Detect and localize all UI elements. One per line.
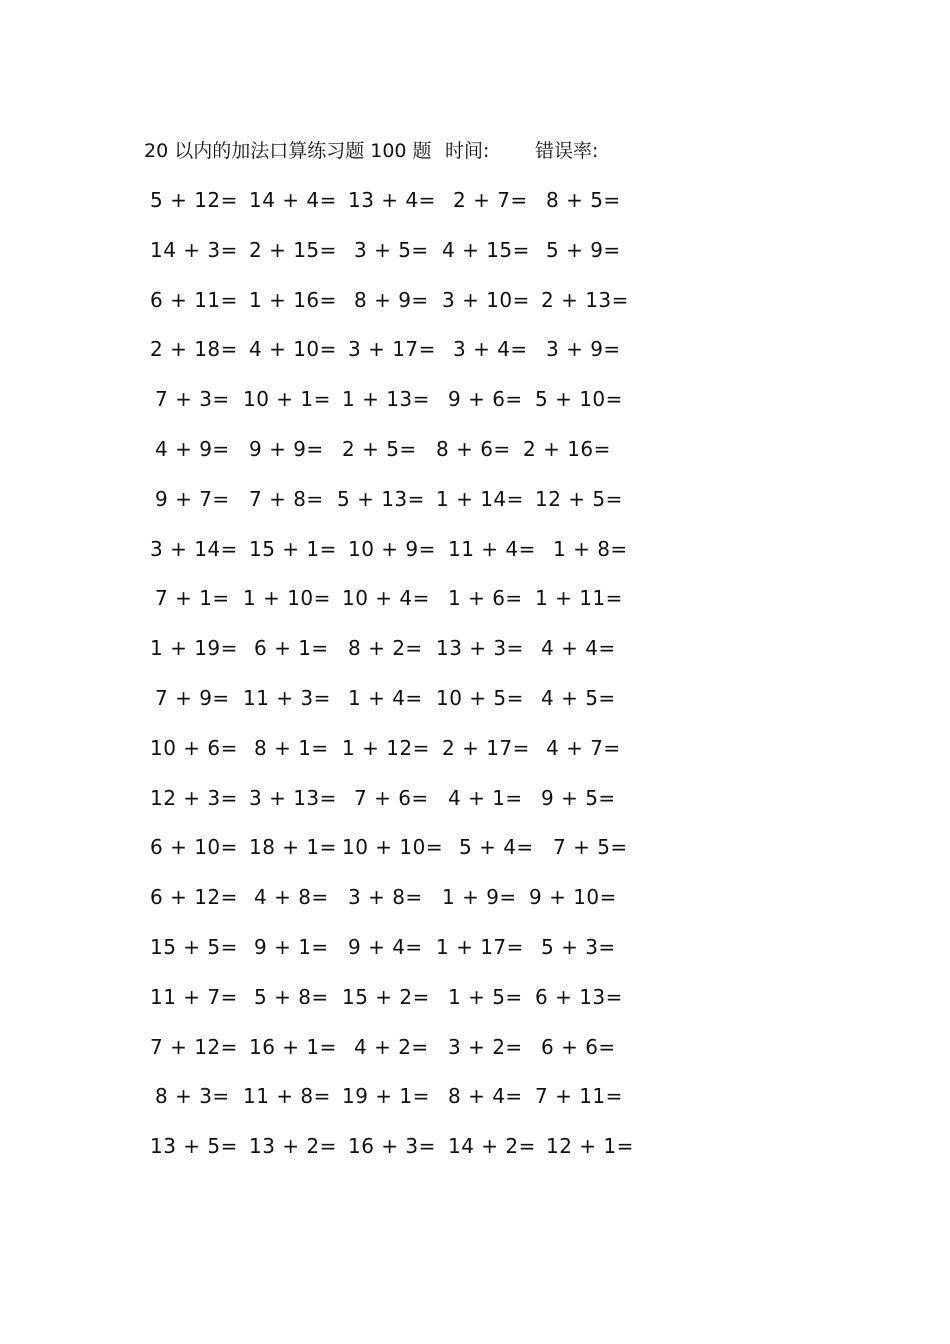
addition-problem: 8 + 5= [546, 188, 621, 212]
addition-problem: 9 + 5= [541, 786, 616, 810]
problem-row [0, 185, 700, 215]
addition-problem: 6 + 10= [150, 835, 238, 859]
problem-row [0, 583, 700, 613]
problem-row [0, 1032, 700, 1062]
addition-problem: 2 + 7= [453, 188, 528, 212]
addition-problem: 5 + 13= [337, 487, 425, 511]
addition-problem: 19 + 1= [342, 1084, 430, 1108]
addition-problem: 10 + 10= [342, 835, 444, 859]
addition-problem: 1 + 6= [448, 586, 523, 610]
addition-problem: 2 + 13= [541, 288, 629, 312]
addition-problem: 6 + 12= [150, 885, 238, 909]
addition-problem: 8 + 6= [436, 437, 511, 461]
addition-problem: 3 + 4= [453, 337, 528, 361]
addition-problem: 1 + 8= [553, 537, 628, 561]
addition-problem: 7 + 8= [249, 487, 324, 511]
addition-problem: 3 + 5= [354, 238, 429, 262]
addition-problem: 10 + 6= [150, 736, 238, 760]
addition-problem: 9 + 9= [249, 437, 324, 461]
addition-problem: 6 + 11= [150, 288, 238, 312]
problem-row [0, 783, 700, 813]
addition-problem: 4 + 4= [541, 636, 616, 660]
addition-problem: 15 + 2= [342, 985, 430, 1009]
error-rate-label: 错误率: [535, 140, 599, 162]
addition-problem: 8 + 1= [254, 736, 329, 760]
problem-row [0, 484, 700, 514]
addition-problem: 5 + 4= [459, 835, 534, 859]
problem-row [0, 932, 700, 962]
addition-problem: 1 + 12= [342, 736, 430, 760]
addition-problem: 7 + 5= [553, 835, 628, 859]
addition-problem: 13 + 5= [150, 1134, 238, 1158]
problem-row [0, 334, 700, 364]
addition-problem: 4 + 7= [546, 736, 621, 760]
addition-problem: 11 + 7= [150, 985, 238, 1009]
addition-problem: 10 + 5= [436, 686, 524, 710]
addition-problem: 15 + 1= [249, 537, 337, 561]
addition-problem: 11 + 3= [243, 686, 331, 710]
addition-problem: 4 + 10= [249, 337, 337, 361]
addition-problem: 11 + 4= [448, 537, 536, 561]
addition-problem: 10 + 4= [342, 586, 430, 610]
addition-problem: 9 + 1= [254, 935, 329, 959]
addition-problem: 8 + 2= [348, 636, 423, 660]
addition-problem: 12 + 1= [546, 1134, 634, 1158]
addition-problem: 3 + 10= [442, 288, 530, 312]
addition-problem: 5 + 3= [541, 935, 616, 959]
addition-problem: 1 + 13= [342, 387, 430, 411]
addition-problem: 7 + 11= [535, 1084, 623, 1108]
addition-problem: 4 + 9= [155, 437, 230, 461]
addition-problem: 1 + 9= [442, 885, 517, 909]
addition-problem: 16 + 3= [348, 1134, 436, 1158]
addition-problem: 6 + 1= [254, 636, 329, 660]
problem-row [0, 683, 700, 713]
addition-problem: 10 + 9= [348, 537, 436, 561]
addition-problem: 4 + 8= [254, 885, 329, 909]
addition-problem: 6 + 6= [541, 1035, 616, 1059]
addition-problem: 2 + 16= [523, 437, 611, 461]
addition-problem: 13 + 4= [348, 188, 436, 212]
addition-problem: 9 + 4= [348, 935, 423, 959]
addition-problem: 5 + 12= [150, 188, 238, 212]
addition-problem: 4 + 5= [541, 686, 616, 710]
addition-problem: 13 + 3= [436, 636, 524, 660]
addition-problem: 2 + 5= [342, 437, 417, 461]
addition-problem: 4 + 15= [442, 238, 530, 262]
addition-problem: 8 + 4= [448, 1084, 523, 1108]
addition-problem: 1 + 10= [243, 586, 331, 610]
addition-problem: 1 + 16= [249, 288, 337, 312]
addition-problem: 3 + 14= [150, 537, 238, 561]
addition-problem: 2 + 17= [442, 736, 530, 760]
addition-problem: 3 + 9= [546, 337, 621, 361]
addition-problem: 3 + 2= [448, 1035, 523, 1059]
addition-problem: 14 + 2= [448, 1134, 536, 1158]
problem-row [0, 534, 700, 564]
addition-problem: 1 + 14= [436, 487, 524, 511]
problem-row [0, 1081, 700, 1111]
addition-problem: 7 + 12= [150, 1035, 238, 1059]
worksheet-title: 20 以内的加法口算练习题 100 题 [144, 140, 432, 162]
addition-problem: 1 + 5= [448, 985, 523, 1009]
problem-row [0, 982, 700, 1012]
addition-problem: 2 + 18= [150, 337, 238, 361]
addition-problem: 7 + 6= [354, 786, 429, 810]
addition-problem: 1 + 19= [150, 636, 238, 660]
addition-problem: 11 + 8= [243, 1084, 331, 1108]
addition-problem: 13 + 2= [249, 1134, 337, 1158]
addition-problem: 1 + 11= [535, 586, 623, 610]
addition-problem: 1 + 4= [348, 686, 423, 710]
addition-problem: 7 + 1= [155, 586, 230, 610]
addition-problem: 5 + 10= [535, 387, 623, 411]
problem-row [0, 434, 700, 464]
addition-problem: 18 + 1= [249, 835, 337, 859]
addition-problem: 2 + 15= [249, 238, 337, 262]
problem-row [0, 733, 700, 763]
addition-problem: 4 + 2= [354, 1035, 429, 1059]
addition-problem: 6 + 13= [535, 985, 623, 1009]
problem-row [0, 633, 700, 663]
addition-problem: 8 + 9= [354, 288, 429, 312]
problem-row [0, 235, 700, 265]
addition-problem: 12 + 3= [150, 786, 238, 810]
problem-row [0, 285, 700, 315]
addition-problem: 14 + 3= [150, 238, 238, 262]
addition-problem: 7 + 3= [155, 387, 230, 411]
problem-row [0, 384, 700, 414]
addition-problem: 3 + 13= [249, 786, 337, 810]
addition-problem: 10 + 1= [243, 387, 331, 411]
addition-problem: 9 + 7= [155, 487, 230, 511]
addition-problem: 4 + 1= [448, 786, 523, 810]
problem-row [0, 1131, 700, 1161]
addition-problem: 3 + 8= [348, 885, 423, 909]
addition-problem: 5 + 9= [546, 238, 621, 262]
addition-problem: 3 + 17= [348, 337, 436, 361]
addition-problem: 12 + 5= [535, 487, 623, 511]
addition-problem: 15 + 5= [150, 935, 238, 959]
addition-problem: 8 + 3= [155, 1084, 230, 1108]
addition-problem: 5 + 8= [254, 985, 329, 1009]
problem-row [0, 882, 700, 912]
addition-problem: 16 + 1= [249, 1035, 337, 1059]
addition-problem: 14 + 4= [249, 188, 337, 212]
time-label: 时间: [445, 140, 490, 162]
problem-row [0, 832, 700, 862]
addition-problem: 9 + 10= [529, 885, 617, 909]
addition-problem: 9 + 6= [448, 387, 523, 411]
addition-problem: 1 + 17= [436, 935, 524, 959]
addition-problem: 7 + 9= [155, 686, 230, 710]
